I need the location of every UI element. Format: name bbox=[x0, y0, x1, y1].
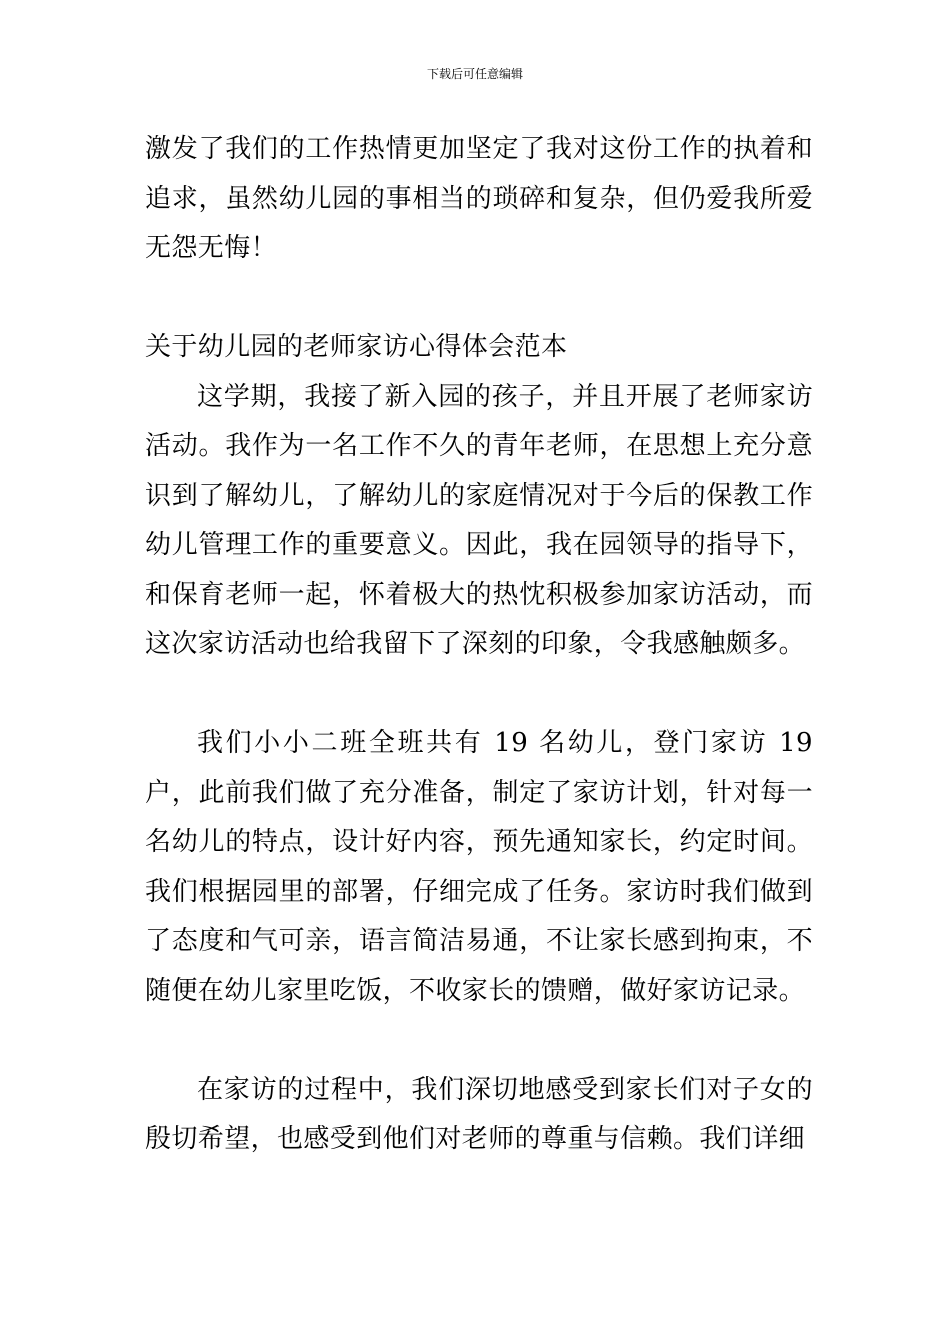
document-body bbox=[145, 125, 813, 1165]
body-paragraph-3: 在家访的过程中，我们深切地感受到家长们对子女的殷切希望，也感受到他们对老师的尊重与信赖。我们详细 bbox=[145, 1074, 813, 1154]
body-paragraph-2: 我们小小二班全班共有 19 名幼儿，登门家访 19 户，此前我们做了充分准备，制定了家访计划，针对每一名幼儿的特点，设计好内容，预先通知家长，约定时间。我们根据园里的部署，仔细完成了任务。家访时我们做到了态度和气可亲，语言简洁易通，不让家长感到拘束，不随便在幼儿家里吃饭，不收家长的馈赠，做好家访记录。 bbox=[145, 728, 813, 1006]
body-paragraph-1: 这学期，我接了新入园的孩子，并且开展了老师家访活动。我作为一名工作不久的青年老师，在思想上充分意识到了解幼儿，了解幼儿的家庭情况对于今后的保教工作幼儿管理工作的重要意义。因此，我在园领导的指导下，和保育老师一起，怀着极大的热忱积极参加家访活动，而这次家访活动也给我留下了深刻的印象，令我感触颇多。 bbox=[145, 381, 813, 659]
page-header-note: 下载后可任意编辑 bbox=[426, 67, 523, 81]
intro-paragraph: 激发了我们的工作热情更加坚定了我对这份工作的执着和追求，虽然幼儿园的事相当的琐碎和复杂，但仍爱我所爱无怨无悔！ bbox=[145, 134, 813, 263]
section-title: 关于幼儿园的老师家访心得体会范本 bbox=[145, 332, 568, 362]
